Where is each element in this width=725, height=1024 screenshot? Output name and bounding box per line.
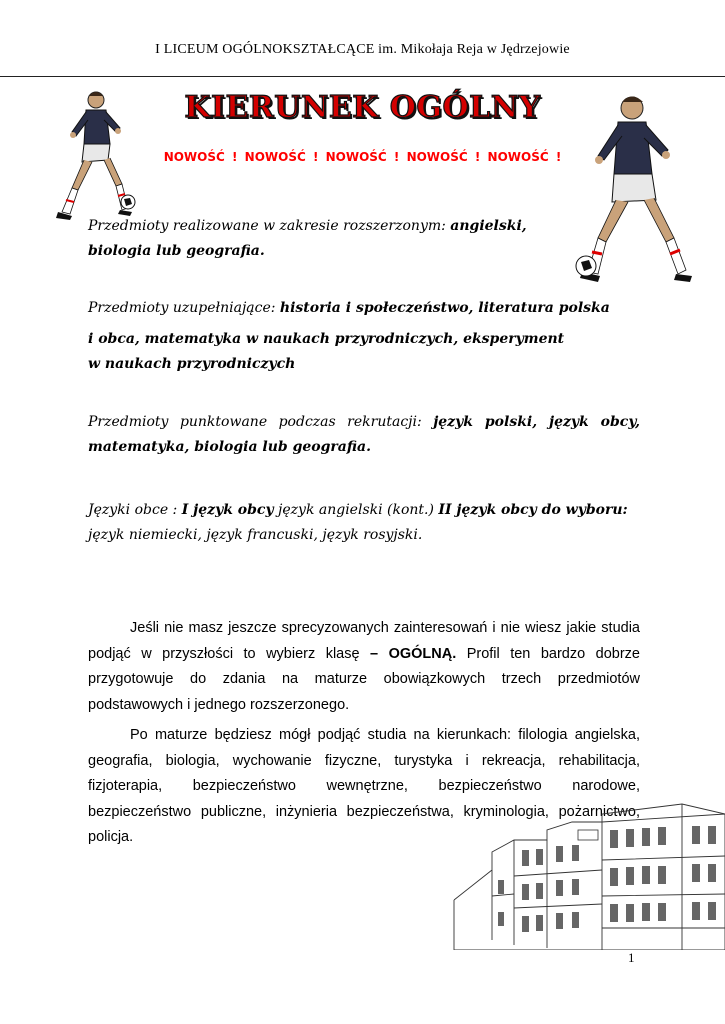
supplementary-subjects-label: Przedmioty uzupełniające: — [88, 300, 276, 316]
supplementary-subjects-value-line1: historia i społeczeństwo, literatura polska — [279, 300, 610, 316]
first-language-value: język angielski (kont.) — [278, 502, 434, 518]
second-language-label: II język obcy do wyboru: — [438, 502, 628, 518]
description-paragraph-1 — [88, 616, 640, 718]
page-number: 1 — [628, 950, 635, 965]
extended-subjects-value: angielski, biologia lub geografia. — [88, 218, 527, 259]
languages-paragraph — [88, 498, 640, 548]
first-language-label: I język obcy — [181, 502, 274, 518]
supplementary-subjects-value-line3: w naukach przyrodniczych — [88, 356, 296, 372]
description-p1-bold: – OGÓLNĄ. — [370, 645, 457, 662]
description-p1-start: Jeśli nie masz jeszcze sprecyzowanych zainteresowań i nie wiesz jakie studia podjąć w przyszłości to wybierz klasę — [88, 620, 640, 662]
scored-subjects-value-line2: matematyka, biologia lub geografia. — [88, 439, 371, 455]
supplementary-subjects-value-line2: i obca, matematyka w naukach przyrodniczych, eksperyment — [88, 331, 565, 347]
header-rule — [0, 76, 725, 77]
languages-label: Języki obce : — [88, 502, 178, 518]
supplementary-subjects-paragraph — [88, 296, 613, 377]
scored-subjects-value-line1: język polski, język obcy, — [433, 414, 640, 430]
description-paragraph-2: Po maturze będziesz mógł podjąć studia na kierunkach: filologia angielska, geografia, biologia, wychowanie fizyczne, turystyka i rekreacja, rehabilitacja, fizjoterapia, bezpieczeństwo wewnętrzne, bezpieczeństwo narodowe, bezpieczeństwo publiczne, inżynieria bezpieczeństwa, kryminologia, pożarnictwo, policja. — [88, 727, 640, 845]
school-name: I LICEUM OGÓLNOKSZTAŁCĄCE im. Mikołaja Reja w Jędrzejowie — [155, 42, 570, 57]
news-banner: NOWOŚĆ ! NOWOŚĆ ! NOWOŚĆ ! NOWOŚĆ ! NOWOŚĆ ! — [163, 150, 562, 164]
scored-subjects-paragraph — [88, 410, 640, 460]
description-p1-end: Profil ten bardzo dobrze przygotowuje do zdania na maturze obowiązkowych trzech przedmiotów podstawowych i jednego rozszerzonego. — [88, 645, 640, 713]
scored-subjects-label: Przedmioty punktowane podczas rekrutacji: — [88, 414, 422, 430]
extended-subjects-label: Przedmioty realizowane w zakresie rozszerzonym: — [88, 218, 446, 234]
second-language-value: język niemiecki, język francuski, język rosyjski. — [88, 527, 423, 543]
school-plaque — [578, 830, 598, 840]
football-player-right-illustration — [570, 92, 698, 292]
page-title: KIERUNEK OGÓLNY — [184, 90, 541, 125]
school-building-illustration — [452, 800, 725, 950]
football-player-left-illustration — [52, 88, 144, 223]
extended-subjects-paragraph — [88, 214, 588, 264]
